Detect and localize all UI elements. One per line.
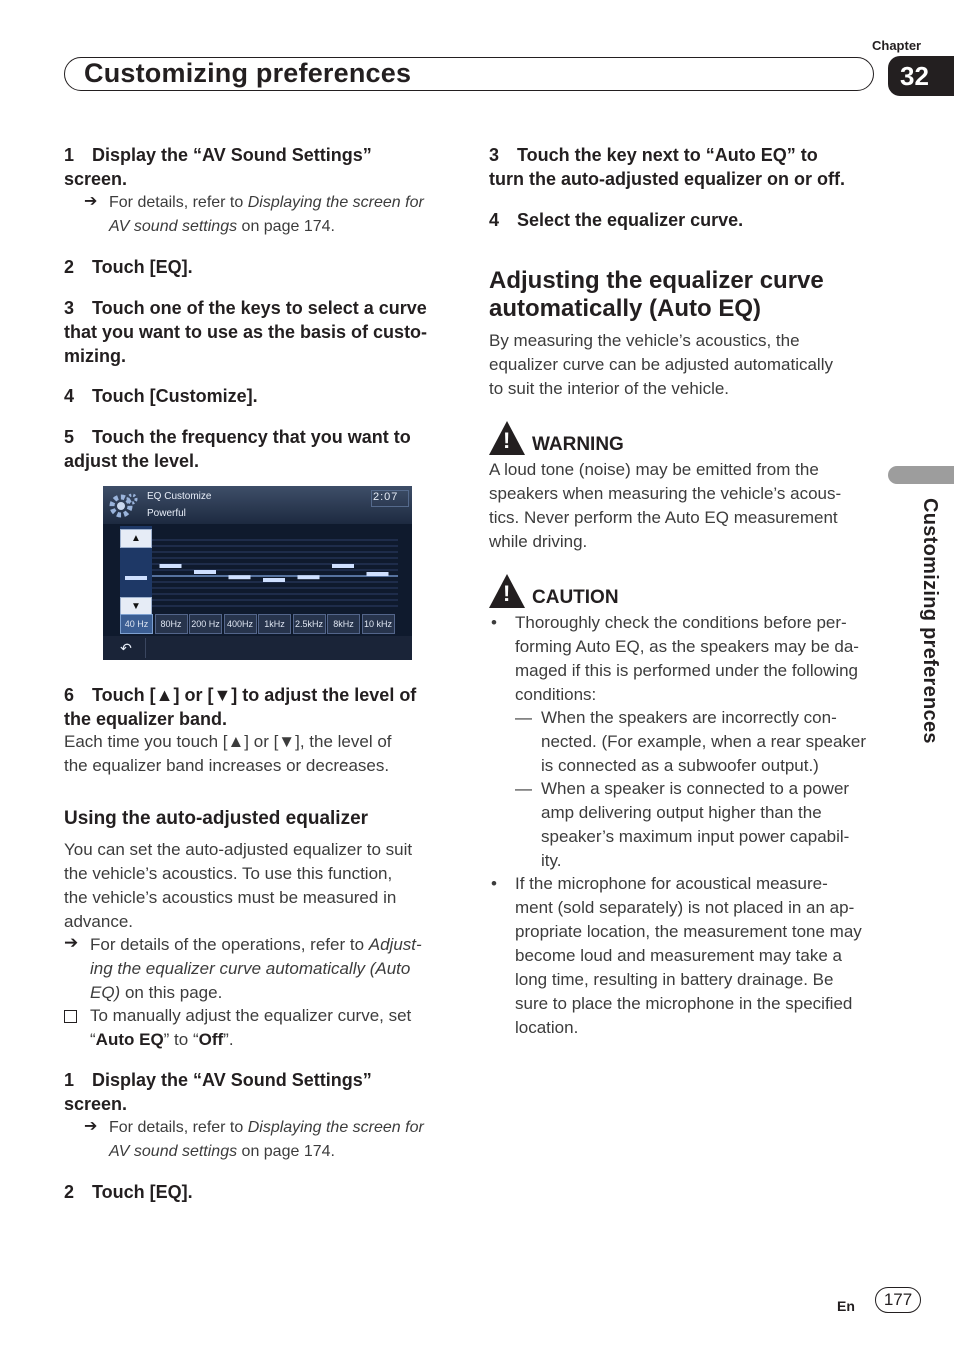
level-down-button[interactable]: ▼ bbox=[120, 597, 152, 616]
eq-screen-subtitle: Powerful bbox=[147, 508, 186, 519]
side-tab-marker bbox=[888, 466, 954, 484]
step-1b: 1 Display the “AV Sound Settings” screen. bbox=[64, 1070, 372, 1114]
warning-label: WARNING bbox=[532, 434, 624, 455]
dash-icon: — bbox=[515, 708, 532, 727]
section-intro: By measuring the vehicle’s acoustics, the equalizer curve can be adjusted automatically to suit the interior of the vehicle. bbox=[489, 331, 833, 398]
step-1b-detail: For details, refer to Displaying the screen for AV sound settings on page 174. bbox=[109, 1119, 424, 1160]
eq-band-button[interactable]: 80Hz bbox=[155, 614, 188, 634]
eq-level-marker bbox=[263, 578, 285, 582]
chapter-number: 32 bbox=[888, 56, 954, 96]
dash-icon: — bbox=[515, 779, 532, 798]
eq-customize-screen bbox=[103, 486, 412, 660]
step-6: 6 Touch [▲] or [▼] to adjust the level of the equalizer band. bbox=[64, 685, 417, 729]
caution-label: CAUTION bbox=[532, 587, 619, 608]
eq-band-button[interactable]: 2.5kHz bbox=[293, 614, 326, 634]
arrow-icon: ➔ bbox=[64, 933, 79, 952]
arrow-icon: ➔ bbox=[84, 1118, 98, 1135]
bullet-icon: • bbox=[491, 613, 497, 632]
auto-eq-heading: Using the auto-adjusted equalizer bbox=[64, 808, 369, 829]
step-2: 2 Touch [EQ]. bbox=[64, 257, 193, 277]
caution-item-1: Thoroughly check the conditions before per- forming Auto EQ, as the speakers may be da- maged if this is performed under the following conditions: bbox=[515, 613, 859, 704]
eq-level-marker bbox=[332, 564, 354, 568]
eq-level-marker bbox=[194, 570, 216, 574]
step-4: 4 Touch [Customize]. bbox=[64, 386, 258, 406]
step-3-right: 3 Touch the key next to “Auto EQ” to turn the auto-adjusted equalizer on or off. bbox=[489, 145, 846, 189]
eq-band-button[interactable]: 10 kHz bbox=[362, 614, 395, 634]
step-3: 3 Touch one of the keys to select a curve that you want to use as the basis of custo- mizing. bbox=[64, 298, 428, 366]
gear-icon bbox=[107, 490, 139, 522]
step-1: 1 Display the “AV Sound Settings” screen. bbox=[64, 145, 372, 189]
eq-level-marker bbox=[367, 572, 389, 576]
clock: 2:07 bbox=[373, 491, 399, 503]
auto-eq-manual-note: To manually adjust the equalizer curve, set “Auto EQ” to “Off”. bbox=[90, 1006, 412, 1049]
eq-bottom-bar bbox=[103, 636, 412, 660]
language-label: En bbox=[837, 1298, 855, 1314]
eq-level-marker bbox=[229, 575, 251, 579]
eq-band-button[interactable]: 400Hz bbox=[224, 614, 257, 634]
caution-item-2: If the microphone for acoustical measure- ment (sold separately) is not placed in an ap- propriate location, the measurement tone may become loud and measurement may take a long time, resulting in battery drainage. Be sure to place the microphone in the specified location. bbox=[515, 874, 862, 1037]
eq-level-marker bbox=[125, 576, 147, 580]
eq-band-button[interactable]: 1kHz bbox=[258, 614, 291, 634]
step-2b: 2 Touch [EQ]. bbox=[64, 1182, 193, 1202]
back-icon[interactable]: ↶ bbox=[107, 638, 146, 658]
caution-subitem-2: When a speaker is connected to a power amp delivering output higher than the speaker’s maximum input power capabil- ity. bbox=[541, 779, 850, 870]
step-5: 5 Touch the frequency that you want to adjust the level. bbox=[64, 427, 411, 471]
eq-band-button[interactable]: 8kHz bbox=[327, 614, 360, 634]
eq-screen-title: EQ Customize bbox=[147, 491, 212, 502]
warning-body: A loud tone (noise) may be emitted from the speakers when measuring the vehicle’s acous- tics. Never perform the Auto EQ measurement while driving. bbox=[489, 460, 842, 551]
side-tab-label: Customizing preferences bbox=[919, 498, 941, 744]
eq-band-button[interactable]: 200 Hz bbox=[189, 614, 222, 634]
page-title: Customizing preferences bbox=[84, 58, 412, 88]
page-number: 177 bbox=[875, 1287, 921, 1313]
arrow-icon: ➔ bbox=[84, 193, 98, 210]
bullet-icon: • bbox=[491, 874, 497, 893]
checkbox-bullet-icon bbox=[64, 1010, 77, 1023]
chapter-label: Chapter bbox=[872, 38, 922, 53]
step-1-detail: For details, refer to Displaying the screen for AV sound settings on page 174. bbox=[109, 194, 424, 235]
eq-band-button[interactable]: 40 Hz bbox=[120, 614, 153, 634]
level-up-button[interactable]: ▲ bbox=[120, 529, 152, 548]
eq-level-marker bbox=[160, 564, 182, 568]
caution-subitem-1: When the speakers are incorrectly con- nected. (For example, when a rear speaker is connected as a subwoofer output.) bbox=[541, 708, 867, 775]
auto-eq-body: You can set the auto-adjusted equalizer to suit the vehicle’s acoustics. To use this function, the vehicle’s acoustics must be measured in advance. bbox=[64, 840, 413, 931]
eq-level-marker bbox=[298, 575, 320, 579]
section-heading: Adjusting the equalizer curve automatically (Auto EQ) bbox=[489, 267, 824, 322]
step-6-body: Each time you touch [▲] or [▼], the level of the equalizer band increases or decreases. bbox=[64, 732, 392, 775]
step-4-right: 4 Select the equalizer curve. bbox=[489, 210, 744, 230]
auto-eq-reference: For details of the operations, refer to Adjust- ing the equalizer curve automatically (Auto EQ) on this page. bbox=[90, 935, 422, 1002]
